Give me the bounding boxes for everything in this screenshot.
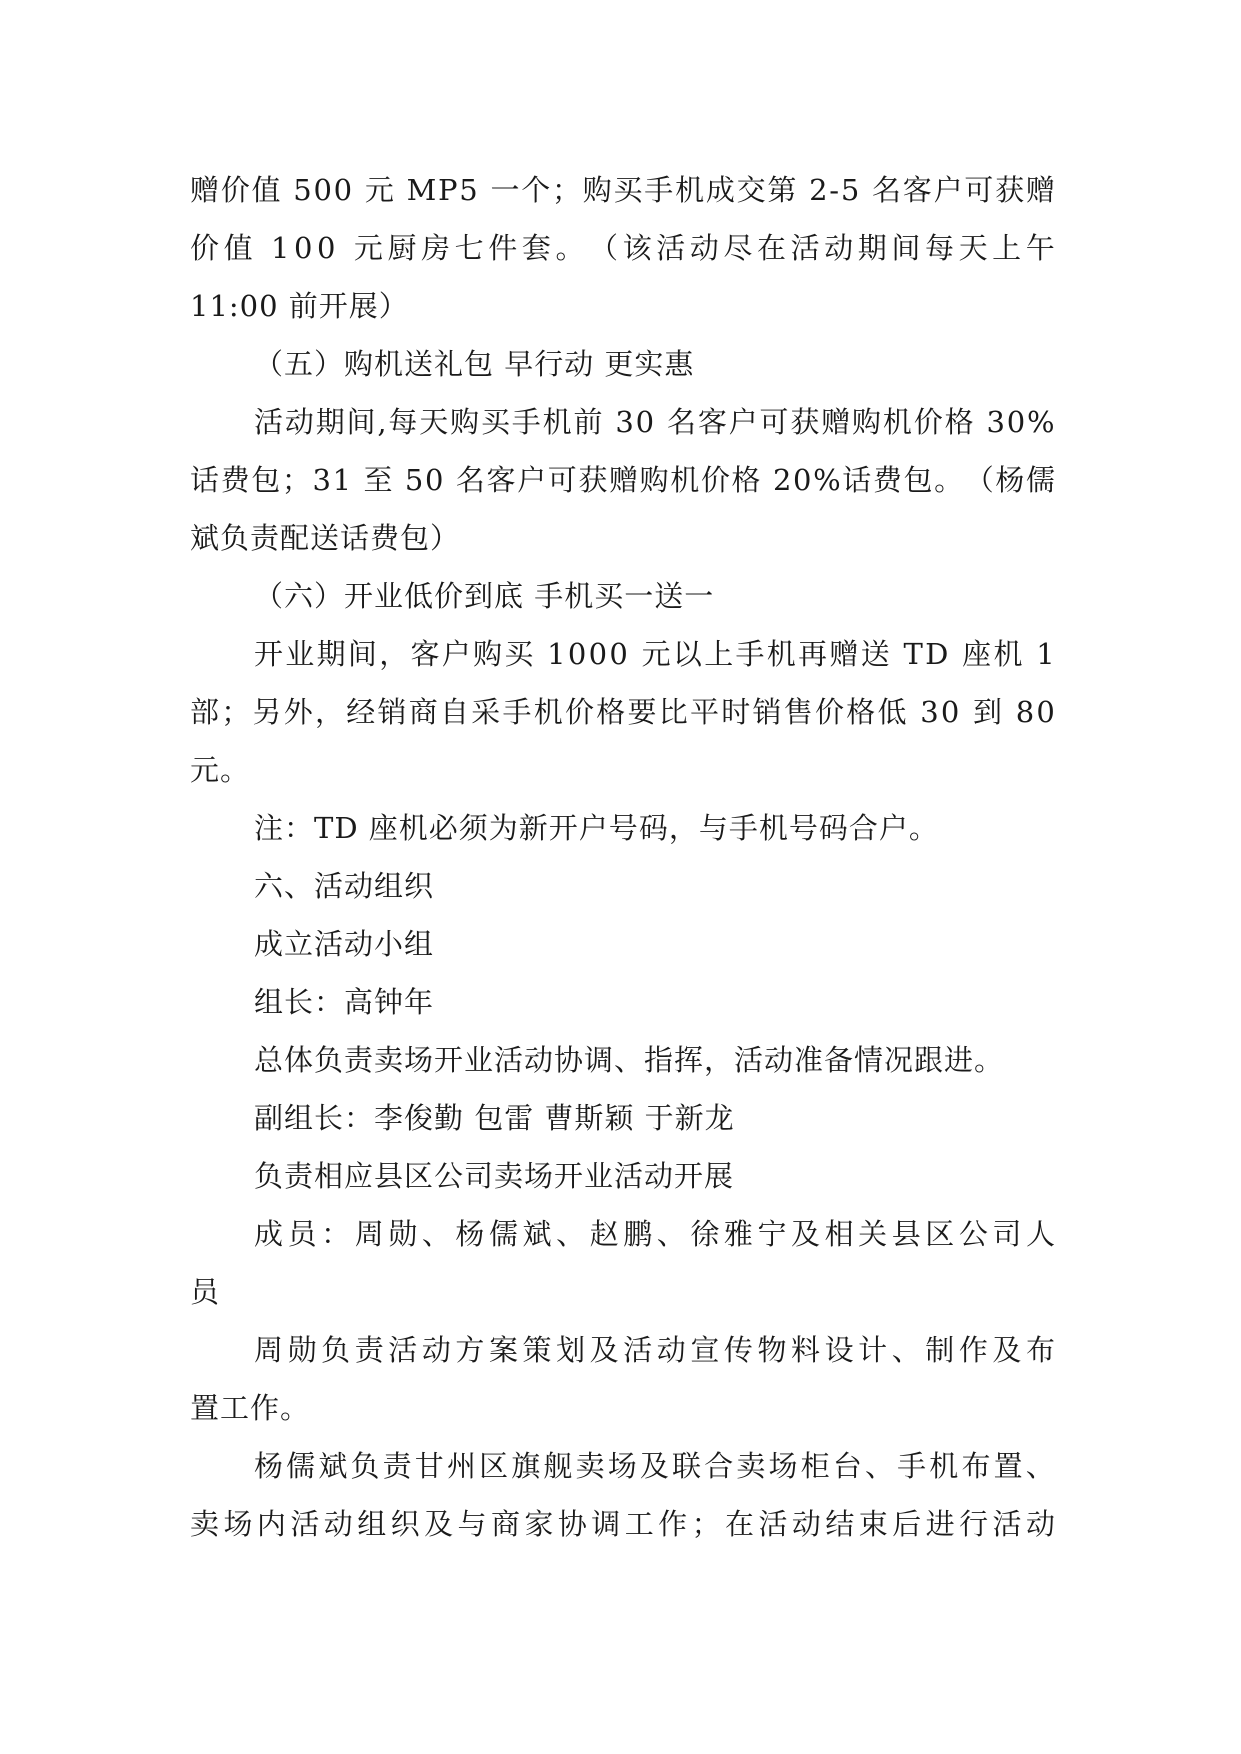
text-line: 成立活动小组 [254, 927, 435, 961]
document-body [190, 161, 1055, 1553]
text-line: 员 [190, 1275, 221, 1309]
text-line: 周 勋 负 责 活 动 方 案 策 划 及 活 动 宣 传 物 料 设 计 、 制 作 及 布 [254, 1333, 1055, 1367]
text-line: 赠 价 值 5 0 0 元 M P 5 一 个 ； 购 买 手 机 成 交 第 2 - 5 名 客 户 可 获 赠 [190, 173, 1055, 207]
text-line: 总体负责卖场开业活动协调、指挥，活动准备情况跟进。 [254, 1043, 1005, 1077]
text-line: 负责相应县区公司卖场开业活动开展 [254, 1159, 735, 1193]
text-line: 11:00 前开展） [190, 289, 409, 323]
text-line: 部 ； 另 外 ， 经 销 商 自 采 手 机 价 格 要 比 平 时 销 售 价 格 低 3 0 到 8 0 [190, 695, 1055, 729]
text-line: 斌负责配送话费包） [190, 521, 461, 555]
text-line: 价 值 1 0 0 元 厨 房 七 件 套 。 （ 该 活 动 尽 在 活 动 期 间 每 天 上 午 [190, 231, 1055, 265]
text-line: 话 费 包 ； 3 1 至 5 0 名 客 户 可 获 赠 购 机 价 格 2 0 % 话 费 包 。 （ 杨 儒 [190, 463, 1055, 497]
text-line: 卖 场 内 活 动 组 织 及 与 商 家 协 调 工 作 ； 在 活 动 结 束 后 进 行 活 动 [190, 1507, 1055, 1541]
text-line: 活 动 期 间 , 每 天 购 买 手 机 前 3 0 名 客 户 可 获 赠 购 机 价 格 3 0 % [254, 405, 1055, 439]
text-line: 组长：高钟年 [254, 985, 435, 1019]
text-line: 杨 儒 斌 负 责 甘 州 区 旗 舰 卖 场 及 联 合 卖 场 柜 台 、 手 机 布 置 、 [254, 1449, 1055, 1483]
text-line: 置工作。 [190, 1391, 311, 1425]
text-line: 开 业 期 间 ， 客 户 购 买 1 0 0 0 元 以 上 手 机 再 赠 送 T D 座 机 1 [254, 637, 1055, 671]
text-line: 元。 [190, 753, 251, 787]
text-line: 副组长：李俊勤 包雷 曹斯颖 于新龙 [254, 1101, 735, 1135]
section-heading: 六、活动组织 [254, 869, 435, 903]
section-heading: （六）开业低价到底 手机买一送一 [254, 579, 715, 613]
note-line: 注：TD 座机必须为新开户号码，与手机号码合户。 [254, 811, 939, 845]
section-heading: （五）购机送礼包 早行动 更实惠 [254, 347, 695, 381]
text-line: 成 员 ： 周 勋 、 杨 儒 斌 、 赵 鹏 、 徐 雅 宁 及 相 关 县 区 公 司 人 [254, 1217, 1055, 1251]
